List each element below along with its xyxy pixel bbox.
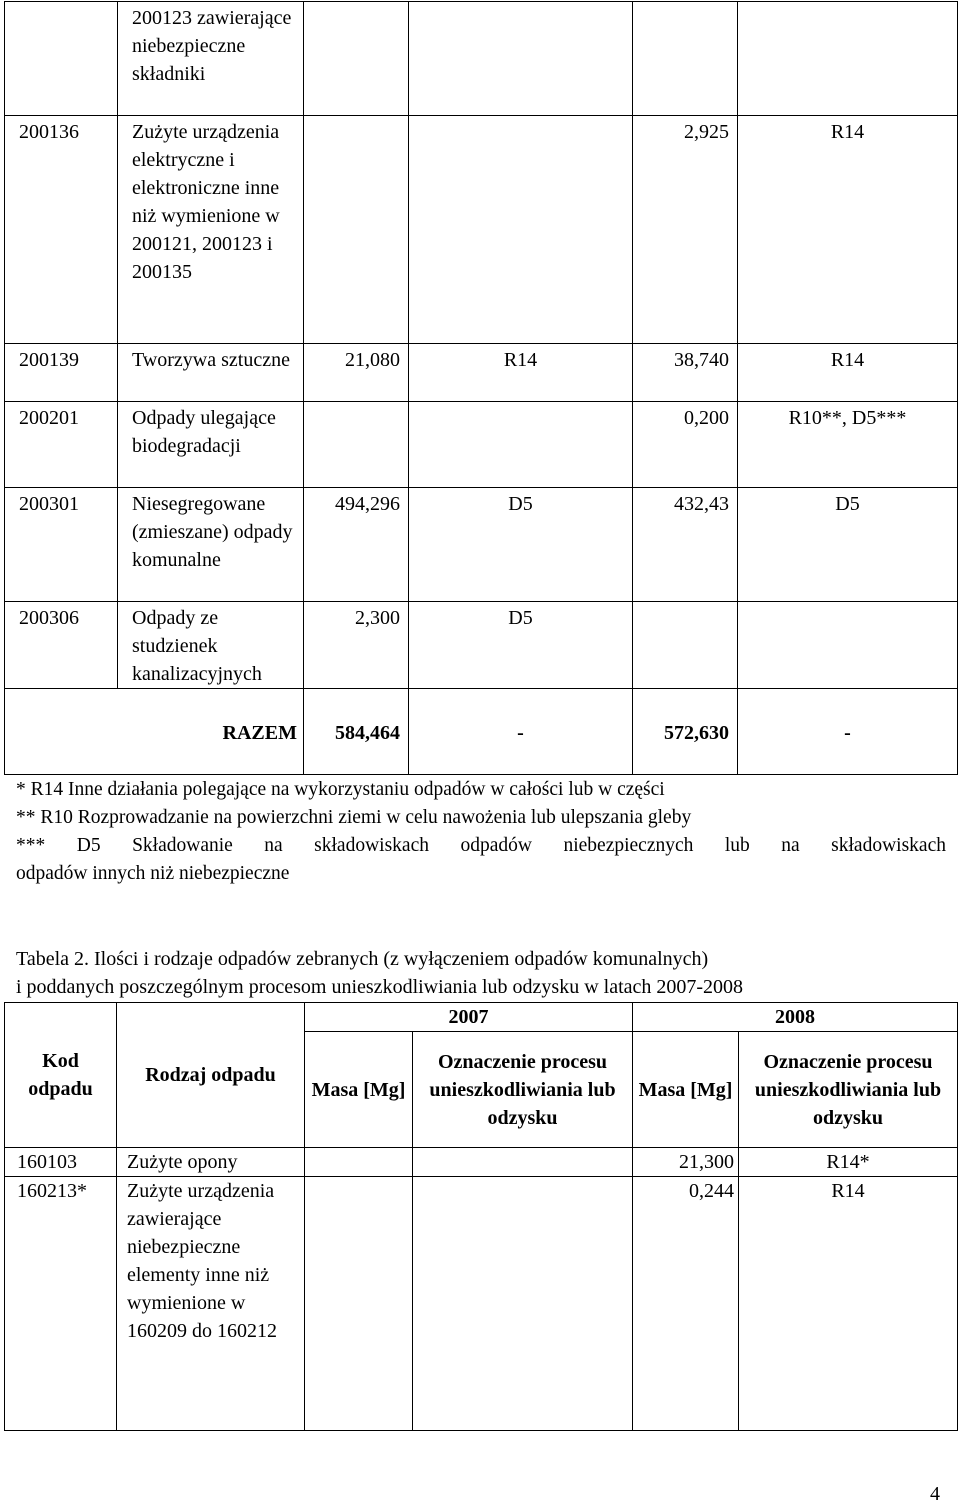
process-2007 — [413, 1177, 633, 1431]
waste-code: 200201 — [5, 402, 118, 488]
waste-table-continued — [4, 1, 958, 775]
process-2007 — [409, 2, 633, 116]
mass-2008 — [633, 602, 738, 689]
waste-name: Zużyte urządzenia zawierające niebezpieczne elementy inne niż wymienione w 160209 do 160212 — [117, 1177, 305, 1431]
total-process-2007: - — [409, 689, 633, 775]
header-process-2007: Oznaczenie procesu unieszkodliwiania lub odzysku — [413, 1032, 633, 1148]
total-label: RAZEM — [5, 689, 304, 775]
waste-table-2 — [4, 1002, 958, 1431]
mass-2007: 21,080 — [304, 344, 409, 402]
mass-2008: 2,925 — [633, 116, 738, 344]
table-caption — [16, 945, 946, 1001]
process-2008: R14 — [738, 344, 958, 402]
page-number: 4 — [930, 1483, 940, 1505]
caption-line-1: Tabela 2. Ilości i rodzaje odpadów zebranych (z wyłączeniem odpadów komunalnych) — [16, 948, 709, 970]
process-2008: R14 — [739, 1177, 958, 1431]
process-2007: D5 — [409, 602, 633, 689]
waste-code: 160103 — [5, 1148, 117, 1177]
waste-name: Odpady ulegające biodegradacji — [118, 402, 304, 488]
mass-2008: 38,740 — [633, 344, 738, 402]
header-mass-2008: Masa [Mg] — [633, 1032, 739, 1148]
waste-name: Odpady ze studzienek kanalizacyjnych — [118, 602, 304, 689]
footnotes — [16, 776, 946, 888]
mass-2008: 0,200 — [633, 402, 738, 488]
waste-name: Zużyte urządzenia elektryczne i elektroniczne inne niż wymienione w 200121, 200123 i 200135 — [118, 116, 304, 344]
total-row — [5, 689, 958, 775]
footnote-r14: * R14 Inne działania polegające na wykorzystaniu odpadów w całości lub w części — [16, 779, 665, 800]
process-2007: D5 — [409, 488, 633, 602]
header-year-2007: 2007 — [305, 1003, 633, 1032]
total-process-2008: - — [738, 689, 958, 775]
mass-2007: 494,296 — [304, 488, 409, 602]
process-2008: R14* — [739, 1148, 958, 1177]
process-2007: R14 — [409, 344, 633, 402]
table-row — [5, 1148, 958, 1177]
mass-2007 — [304, 402, 409, 488]
mass-2007 — [305, 1177, 413, 1431]
waste-name: Tworzywa sztuczne — [118, 344, 304, 402]
mass-2008 — [633, 2, 738, 116]
waste-code: 200139 — [5, 344, 118, 402]
process-2008: D5 — [738, 488, 958, 602]
waste-code: 200301 — [5, 488, 118, 602]
footnote-r10: ** R10 Rozprowadzanie na powierzchni ziemi w celu nawożenia lub ulepszania gleby — [16, 807, 692, 828]
mass-2008: 0,244 — [633, 1177, 739, 1431]
waste-code: 200306 — [5, 602, 118, 689]
process-2007 — [409, 116, 633, 344]
mass-2007 — [305, 1148, 413, 1177]
table-row — [5, 402, 958, 488]
header-year-2008: 2008 — [633, 1003, 958, 1032]
table-row — [5, 116, 958, 344]
table-row — [5, 2, 958, 116]
header-code: Kod odpadu — [5, 1003, 117, 1148]
mass-2007 — [304, 116, 409, 344]
header-row-years — [5, 1003, 958, 1032]
process-2008: R14 — [738, 116, 958, 344]
process-2007 — [413, 1148, 633, 1177]
waste-code — [5, 2, 118, 116]
mass-2008: 432,43 — [633, 488, 738, 602]
table-row — [5, 602, 958, 689]
footnote-d5: *** D5 Składowanie na składowiskach odpadów niebezpiecznych lub na składowiskach — [16, 835, 946, 856]
total-mass-2007: 584,464 — [304, 689, 409, 775]
waste-name: Niesegregowane (zmieszane) odpady komunalne — [118, 488, 304, 602]
mass-2007 — [304, 2, 409, 116]
waste-name: 200123 zawierające niebezpieczne składniki — [118, 2, 304, 116]
waste-code: 200136 — [5, 116, 118, 344]
process-2008 — [738, 2, 958, 116]
table-row — [5, 344, 958, 402]
header-process-2008: Oznaczenie procesu unieszkodliwiania lub odzysku — [739, 1032, 958, 1148]
footnote-d5-continued: odpadów innych niż niebezpieczne — [16, 863, 290, 884]
waste-name: Zużyte opony — [117, 1148, 305, 1177]
total-mass-2008: 572,630 — [633, 689, 738, 775]
mass-2008: 21,300 — [633, 1148, 739, 1177]
process-2008 — [738, 602, 958, 689]
table-row — [5, 1177, 958, 1431]
header-mass-2007: Masa [Mg] — [305, 1032, 413, 1148]
header-name: Rodzaj odpadu — [117, 1003, 305, 1148]
process-2007 — [409, 402, 633, 488]
table-row — [5, 488, 958, 602]
mass-2007: 2,300 — [304, 602, 409, 689]
caption-line-2: i poddanych poszczególnym procesom unieszkodliwiania lub odzysku w latach 2007-2008 — [16, 976, 744, 998]
process-2008: R10**, D5*** — [738, 402, 958, 488]
waste-code: 160213* — [5, 1177, 117, 1431]
